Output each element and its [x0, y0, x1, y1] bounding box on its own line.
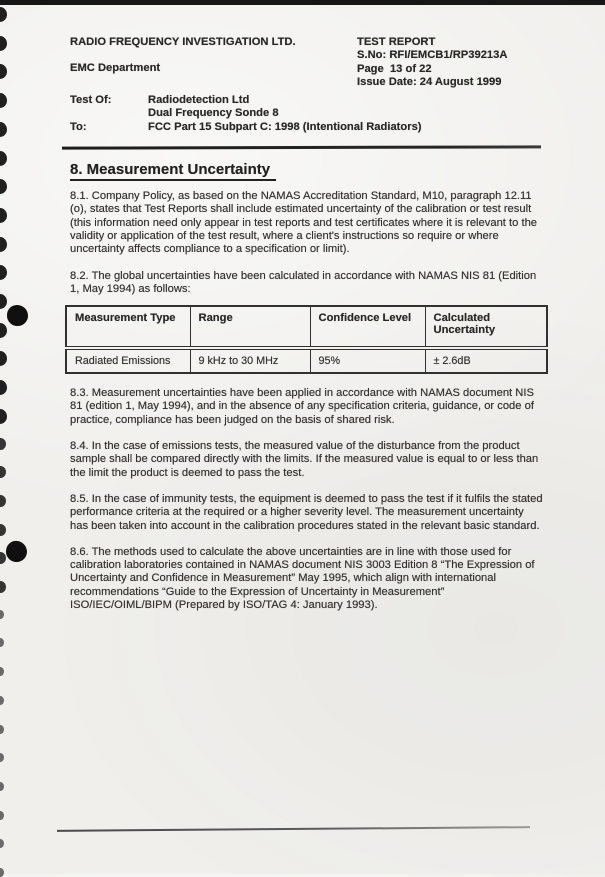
paragraph-8-2: 8.2. The global uncertainties have been calculated in accordance with NAMAS NIS 81 (Edition 1, May 1994) as follows:	[70, 269, 537, 295]
table-row	[66, 348, 547, 373]
header-right-column	[357, 36, 543, 89]
test-of-value-2: Dual Frequency Sonde 8	[148, 107, 279, 120]
page-number: Page 13 of 22	[357, 62, 432, 75]
serial-number: S.No: RFI/EMCB1/RP39213A	[357, 49, 508, 62]
test-reference-block	[70, 94, 543, 134]
table-cell-confidence-level: 95%	[310, 348, 425, 373]
header-left-column	[70, 36, 357, 89]
test-of-label: Test Of:	[70, 94, 112, 107]
test-of-row	[70, 94, 543, 107]
table-header-calculated-uncertainty: Calculated Uncertainty	[425, 306, 547, 348]
paragraph-8-3: 8.3. Measurement uncertainties have been applied in accordance with NAMAS document NIS 81 (edition 1, May 1994), and in the absence of any specification criteria, guidance, or code of practice, compliance has been judged on the basis of shared risk.	[70, 387, 534, 426]
table-cell-calculated-uncertainty: ± 2.6dB	[425, 348, 547, 373]
department-name: EMC Department	[70, 62, 161, 75]
table-header-row	[66, 306, 547, 348]
paragraph-8-4: 8.4. In the case of emissions tests, the measured value of the disturbance from the product sample shall be compared directly with the limits. If the measured value is equal to or less than the limit the product is deemed to pass the test.	[70, 440, 539, 479]
paragraph-8-5: 8.5. In the case of immunity tests, the equipment is deemed to pass the test if it fulfils the stated performance criteria at the required or a higher severity level. The measurement uncertainty has been taken into account in the calibration procedures stated in the relevant basic standard.	[70, 492, 543, 532]
to-row	[70, 121, 543, 134]
table-header-confidence-level: Confidence Level	[310, 306, 425, 348]
table-cell-measurement-type: Radiated Emissions	[66, 348, 190, 373]
table-header-measurement-type: Measurement Type	[66, 306, 190, 348]
paragraph-8-1: 8.1. Company Policy, as based on the NAMAS Accreditation Standard, M10, paragraph 12.11 (o), states that Test Reports shall include estimated uncertainty of the calibration or test result (this information need only appear in test reports and test certificates where it is relevant to the validity or application of the test result, where a client's instructions so require or where uncertainty affects compliance to a specification or limit).	[70, 190, 538, 256]
test-of-value: Radiodetection Ltd	[148, 94, 250, 107]
report-header	[70, 36, 543, 89]
issue-date: Issue Date: 24 August 1999	[357, 75, 502, 88]
table-header-range: Range	[190, 306, 310, 348]
to-label: To:	[70, 120, 87, 133]
uncertainty-table	[65, 305, 548, 374]
to-value: FCC Part 15 Subpart C: 1998 (Intentional Radiators)	[148, 120, 422, 133]
paragraph-8-6: 8.6. The methods used to calculate the above uncertainties are in line with those used for calibration laboratories contained in NAMAS document NIS 3003 Edition 8 “The Expression of Uncertainty and Confidence in Measurement” May 1995, which align with international recommendations “Guide to the Expression of Uncertainty in Measurement” ISO/IEC/OIML/BIPM (Prepared by ISO/TAG 4: January 1993).	[70, 545, 535, 612]
report-title: TEST REPORT	[357, 36, 436, 48]
table-cell-range: 9 kHz to 30 MHz	[190, 348, 310, 373]
company-name: RADIO FREQUENCY INVESTIGATION LTD.	[70, 36, 296, 48]
section-heading: 8. Measurement Uncertainty	[70, 161, 543, 181]
header-divider	[62, 145, 541, 149]
test-of-row-2	[70, 107, 543, 120]
